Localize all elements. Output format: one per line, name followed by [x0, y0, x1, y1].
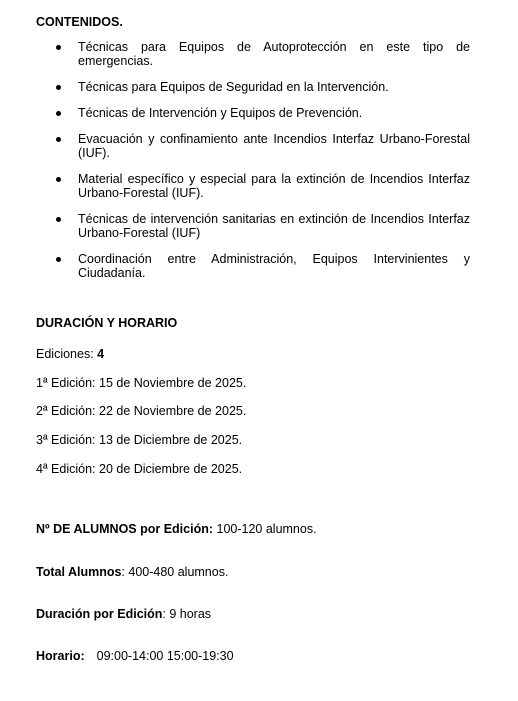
list-item: [36, 80, 470, 94]
list-item: [36, 40, 470, 68]
list-item: [36, 172, 470, 200]
alumnos-line: [36, 522, 317, 537]
total-alumnos-line: [36, 565, 228, 580]
ediciones-label: Ediciones:: [36, 347, 98, 361]
edition-line: 3ª Edición: 13 de Diciembre de 2025.: [36, 433, 243, 447]
alumnos-value: 100-120 alumnos.: [213, 522, 317, 536]
contenidos-list: [36, 40, 470, 292]
duracion-edicion-value: : 9 horas: [162, 607, 212, 621]
bullet-icon: [56, 111, 61, 116]
duracion-edicion-line: [36, 607, 211, 622]
list-item-text: Material específico y especial para la extinción de Incendios Interfaz Urbano-Forestal (IUF).: [78, 172, 470, 200]
ediciones-line: [36, 347, 104, 362]
horario-value: 09:00-14:00 15:00-19:30: [96, 649, 234, 663]
total-alumnos-label: Total Alumnos: [36, 565, 122, 579]
list-item-text: Evacuación y confinamiento ante Incendios Interfaz Urbano-Forestal (IUF).: [78, 132, 470, 160]
list-item: [36, 252, 470, 280]
list-item-text: Coordinación entre Administración, Equipos Intervinientes y Ciudadanía.: [78, 252, 470, 280]
horario-label: Horario:: [36, 649, 85, 663]
list-item: [36, 132, 470, 160]
total-alumnos-value: : 400-480 alumnos.: [121, 565, 229, 579]
duracion-edicion-label: Duración por Edición: [36, 607, 163, 621]
list-item-text: Técnicas de Intervención y Equipos de Prevención.: [78, 106, 363, 120]
bullet-icon: [56, 85, 61, 90]
list-item-text: Técnicas para Equipos de Autoprotección en este tipo de emergencias.: [78, 40, 470, 68]
list-item-text: Técnicas de intervención sanitarias en extinción de Incendios Interfaz Urbano-Forestal (IUF): [78, 212, 470, 240]
bullet-icon: [56, 257, 61, 262]
bullet-icon: [56, 177, 61, 182]
contenidos-heading: CONTENIDOS.: [36, 15, 123, 29]
edition-line: 2ª Edición: 22 de Noviembre de 2025.: [36, 404, 247, 418]
bullet-icon: [56, 45, 61, 50]
list-item: [36, 212, 470, 240]
bullet-icon: [56, 217, 61, 222]
duracion-heading: DURACIÓN Y HORARIO: [36, 316, 178, 330]
list-item-text: Técnicas para Equipos de Seguridad en la Intervención.: [78, 80, 389, 94]
alumnos-label: Nº DE ALUMNOS por Edición:: [36, 522, 214, 536]
horario-line: [36, 649, 234, 664]
edition-line: 1ª Edición: 15 de Noviembre de 2025.: [36, 376, 247, 390]
edition-line: 4ª Edición: 20 de Diciembre de 2025.: [36, 462, 243, 476]
ediciones-value: 4: [97, 347, 105, 361]
list-item: [36, 106, 470, 120]
bullet-icon: [56, 137, 61, 142]
